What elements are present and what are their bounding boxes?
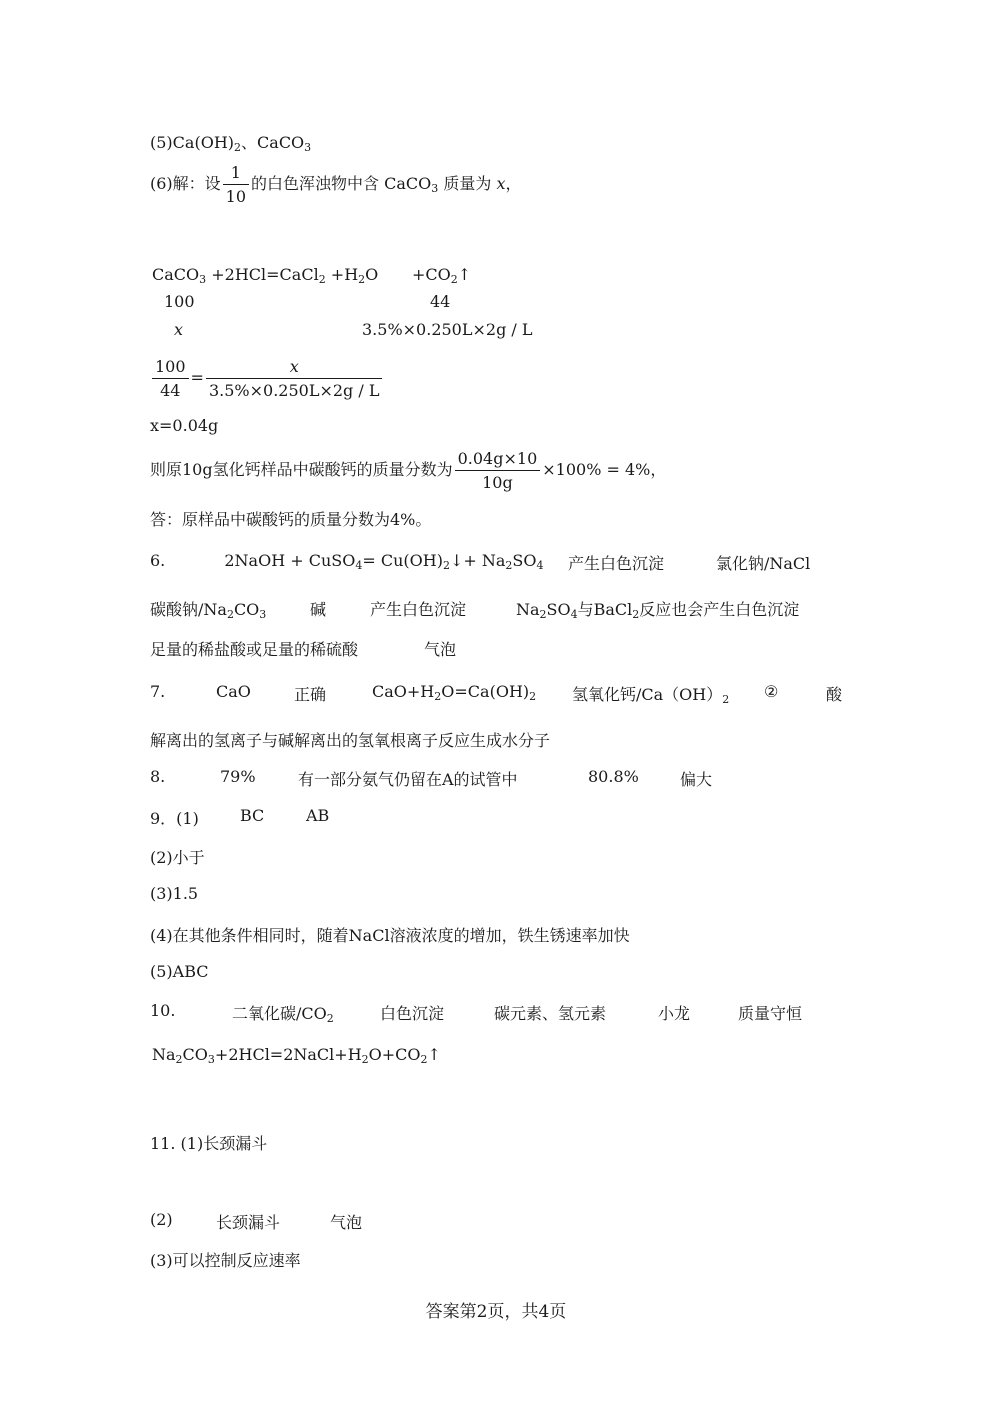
percent-frac-num: 0.04g×10 <box>455 449 541 471</box>
q6-eq-c-sub: 2 <box>442 559 450 572</box>
q5-sep: 、 <box>241 133 258 152</box>
q10-a3: 碳元素、氢元素 <box>494 1004 607 1023</box>
q7-a3c: (OH) <box>489 682 530 701</box>
q6sol-frac-den: 10 <box>225 187 247 206</box>
percent-post: ×100% = 4%， <box>542 460 667 479</box>
q11-p2-number: (2) <box>150 1210 173 1229</box>
q6-line1 <box>150 551 543 570</box>
q9-p3: (3)1.5 <box>150 884 199 903</box>
ratio-eq: = <box>190 368 204 387</box>
q10-a1-sub: 2 <box>326 1012 334 1025</box>
q10-eq-a: Na <box>152 1045 176 1064</box>
q9-p5: (5)ABC <box>150 962 209 981</box>
q5-sub1: 2 <box>234 141 242 154</box>
q10-eq-b: CO <box>182 1045 208 1064</box>
eq-arrow: ↑ <box>457 265 472 284</box>
q6-ans6c: 与BaCl <box>577 600 633 619</box>
q9-p4: (4)在其他条件相同时，随着NaCl溶液浓度的增加，铁生锈速率加快 <box>150 926 630 945</box>
q7-a3 <box>372 682 536 701</box>
q6-line2 <box>150 597 266 620</box>
eq-co2-sub: 2 <box>450 273 458 286</box>
percent-line <box>150 449 666 492</box>
q6-ans1: 产生白色沉淀 <box>568 554 665 573</box>
equation-lhs <box>152 265 378 284</box>
q6-ans6a: Na <box>516 600 540 619</box>
eq-co2: +CO <box>412 265 451 284</box>
q6sol-intro-line <box>150 163 522 206</box>
q7-a1: CaO <box>216 682 251 701</box>
x-result: x=0.04g <box>150 416 219 435</box>
q7-a4 <box>572 682 729 705</box>
q5-line <box>150 130 311 153</box>
q6sol-fraction <box>223 163 249 206</box>
q10-a5: 质量守恒 <box>738 1004 803 1023</box>
q6sol-frac-num: 1 <box>223 163 249 185</box>
q11-p2b: 气泡 <box>330 1213 363 1232</box>
q5-number: (5) <box>150 133 173 152</box>
q7-number: 7. <box>150 682 166 701</box>
q10-eq-a-sub: 2 <box>175 1053 183 1066</box>
q6-ans4: 碱 <box>310 600 327 619</box>
q10-a1-text: 二氧化碳/CO <box>232 1004 327 1023</box>
ratio-right-num: x <box>206 357 383 379</box>
q6sol-chem: CaCO <box>384 174 432 193</box>
eq-equals: = <box>266 265 280 284</box>
q10-equation <box>152 1045 441 1064</box>
q9-p2: (2)小于 <box>150 848 205 867</box>
q10-eq-e: ↑ <box>427 1045 441 1064</box>
q9-a1: BC <box>240 806 265 825</box>
eq-plus-hcl: +2HCl <box>211 265 267 284</box>
equation-co2 <box>412 265 471 284</box>
q7-a6: 酸 <box>826 685 843 704</box>
q8-a3: 80.8% <box>588 767 639 786</box>
q10-a2: 白色沉淀 <box>380 1004 445 1023</box>
q5-sub2: 3 <box>304 141 312 154</box>
q6-ans8: 气泡 <box>424 640 457 659</box>
q6-ans6d: 反应也会产生白色沉淀 <box>639 600 800 619</box>
eq-h2o-sub: 2 <box>358 273 366 286</box>
answer-line: 答：原样品中碳酸钙的质量分数为4%。 <box>150 510 432 529</box>
q6sol-intro2: 的白色浑浊物中含 <box>251 174 380 193</box>
q10-eq-d-sub: 2 <box>420 1053 428 1066</box>
eq-caco3: CaCO <box>152 265 200 284</box>
q6-eq-a: 2NaOH + CuSO <box>224 551 356 570</box>
percent-frac-den: 10g <box>482 473 513 492</box>
q6-ans3-sub2: 3 <box>259 608 267 621</box>
q6sol-intro3: 质量为 <box>443 174 492 193</box>
eq-x: x <box>174 320 184 339</box>
q5-text1: Ca(OH) <box>172 133 235 152</box>
q6-ans6-sub2: 4 <box>570 608 578 621</box>
ratio-right-den: 3.5%×0.250L×2g / L <box>208 381 380 400</box>
q5-text2: CaCO <box>257 133 305 152</box>
q6-eq-e-sub: 4 <box>536 559 544 572</box>
page-footer: 答案第2页，共4页 <box>425 1302 567 1322</box>
q6-ans6-sub: 2 <box>539 608 547 621</box>
q6-eq-e: SO <box>512 551 537 570</box>
q8-a1: 79% <box>220 767 256 786</box>
q6-eq-d-sub: 2 <box>505 559 513 572</box>
q11-p2a: 长颈漏斗 <box>216 1213 281 1232</box>
q6sol-intro: (6)解：设 <box>150 174 221 193</box>
q7-a4-sub: 2 <box>722 693 730 706</box>
eq-caco3-sub: 3 <box>199 273 207 286</box>
ratio-left <box>152 357 189 400</box>
q7-a3-sub: 2 <box>434 690 442 703</box>
q6-ans2: 氯化钠/NaCl <box>716 554 811 573</box>
percent-pre: 则原10g氢化钙样品中碳酸钙的质量分数为 <box>150 460 453 479</box>
q6-eq-a-sub: 4 <box>355 559 363 572</box>
q6-ans3b: CO <box>233 600 260 619</box>
q6-eq-d: ↓+ Na <box>449 551 506 570</box>
q6-eq-c: (OH) <box>403 551 443 570</box>
ratio-line <box>150 357 384 400</box>
q6-eq-b: = Cu <box>362 551 404 570</box>
ratio-right <box>206 357 383 400</box>
q8-a2: 有一部分氨气仍留在A的试管中 <box>298 770 518 789</box>
q6-ans6 <box>516 597 799 620</box>
q11-p3: (3)可以控制反应速率 <box>150 1251 301 1270</box>
q10-a4: 小龙 <box>658 1004 691 1023</box>
q10-eq-d: O+CO <box>368 1045 421 1064</box>
q6-ans3a: 碳酸钠/Na <box>150 600 227 619</box>
eq-mass-co2: 44 <box>430 292 451 311</box>
eq-expression: 3.5%×0.250L×2g / L <box>362 320 533 339</box>
q6-ans6b: SO <box>546 600 571 619</box>
q8-number: 8. <box>150 767 166 786</box>
q7-a7: 解离出的氢离子与碱解离出的氢氧根离子反应生成水分子 <box>150 731 551 750</box>
q6-ans5: 产生白色沉淀 <box>370 600 467 619</box>
q7-a3a: CaO+H <box>372 682 435 701</box>
q10-eq-c-sub: 2 <box>361 1053 369 1066</box>
q6-number: 6. <box>150 551 166 570</box>
q7-a3b: O=Ca <box>441 682 490 701</box>
q6sol-var: x <box>496 174 506 193</box>
q7-a4-text: 氢氧化钙/Ca（OH） <box>572 685 723 704</box>
q6-ans6-sub3: 2 <box>632 608 640 621</box>
eq-mass-caco3: 100 <box>164 292 195 311</box>
ratio-left-den: 44 <box>160 381 181 400</box>
q7-a3-sub2: 2 <box>529 690 537 703</box>
q11-p1: 11. (1)长颈漏斗 <box>150 1134 268 1153</box>
q10-number: 10. <box>150 1001 176 1020</box>
eq-cacl: CaCl <box>279 265 319 284</box>
q8-a4: 偏大 <box>680 770 713 789</box>
q9-a2: AB <box>306 806 330 825</box>
q6-ans3-sub: 2 <box>226 608 234 621</box>
percent-fraction <box>455 449 541 492</box>
q6-ans7: 足量的稀盐酸或足量的稀硫酸 <box>150 640 359 659</box>
eq-plus-h2o: +H <box>330 265 359 284</box>
q6sol-chem-sub: 3 <box>431 182 439 195</box>
q9-number: 9．(1) <box>150 809 199 828</box>
q10-eq-b-sub: 3 <box>207 1053 215 1066</box>
eq-cacl-sub: 2 <box>318 273 326 286</box>
eq-o: O <box>365 265 379 284</box>
q6sol-comma: ， <box>505 174 522 193</box>
q7-a2: 正确 <box>294 685 327 704</box>
ratio-left-num: 100 <box>152 357 189 379</box>
q7-a5: ② <box>764 682 779 701</box>
q10-a1 <box>232 1001 334 1024</box>
q10-eq-c: +2HCl=2NaCl+H <box>214 1045 362 1064</box>
